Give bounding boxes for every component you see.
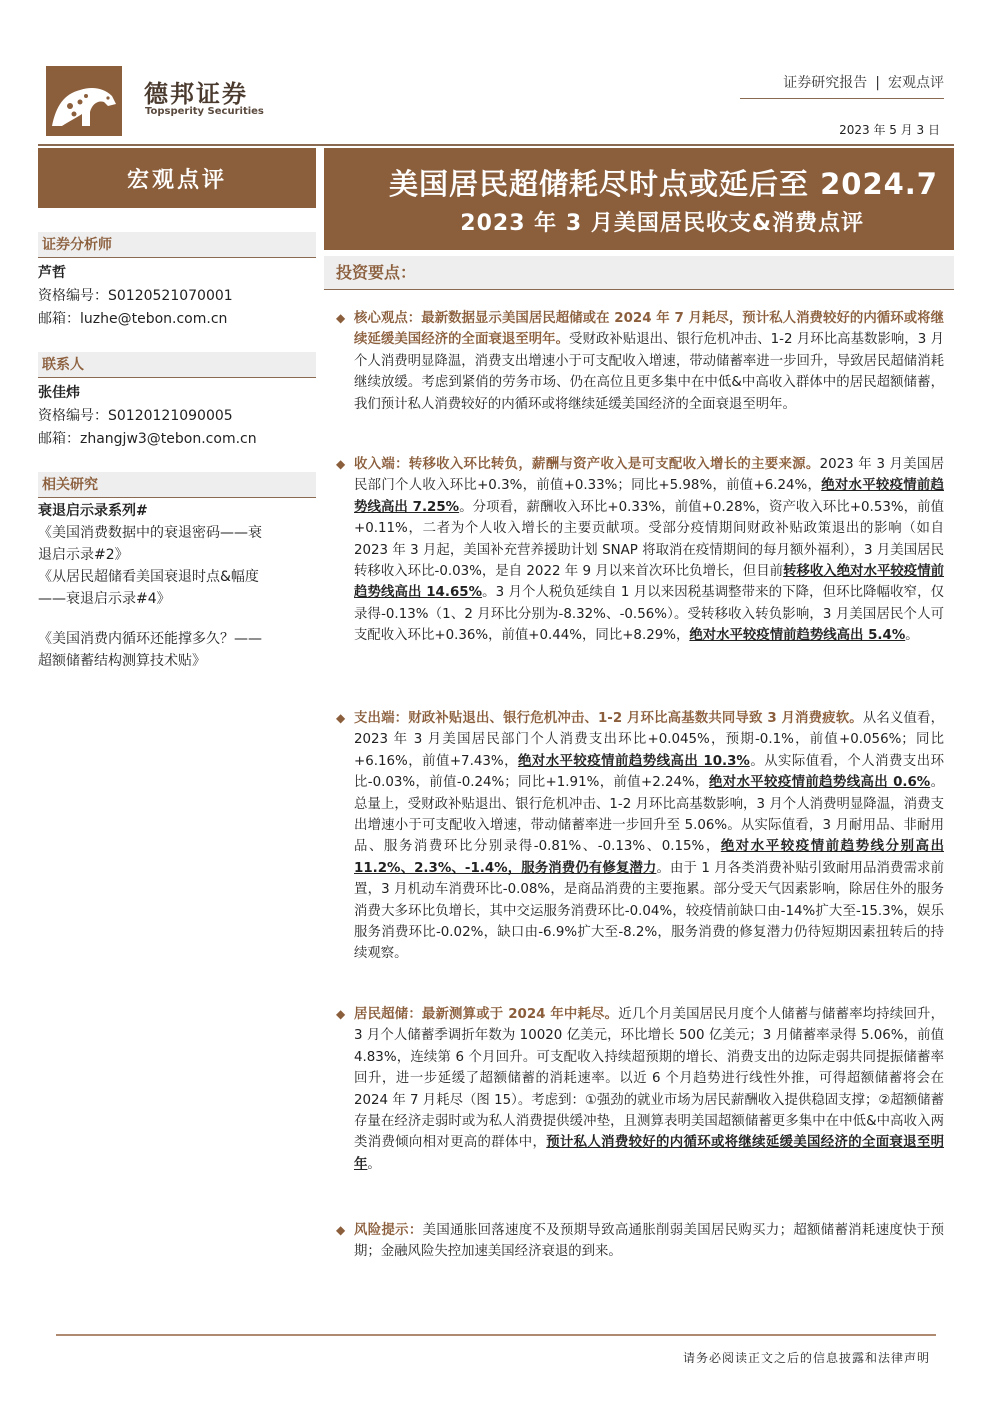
bottom-rule <box>56 1334 936 1336</box>
analyst-info <box>38 262 316 331</box>
related-research <box>38 500 316 672</box>
leopard-logo-icon <box>46 66 122 136</box>
disclaimer-footer[interactable]: 请务必阅读正文之后的信息披露和法律声明 <box>682 1351 930 1365</box>
contact-heading: 联系人 <box>38 352 316 378</box>
contact-cert: 资格编号：S0120121090005 <box>38 408 233 424</box>
key-points-heading: 投资要点： <box>324 256 954 290</box>
report-category: 宏观点评 <box>888 75 944 91</box>
top-rule <box>38 144 954 146</box>
related-item[interactable]: ——衰退启示录#4》 <box>38 591 171 607</box>
diamond-bullet-icon: ◆ <box>336 1007 346 1021</box>
key-point-spending: ◆ 支出端：财政补贴退出、银行危机冲击、1-2 月环比高基数共同导致 3 月消费疲软。从名义值看，2023 年 3 月美国居民部门个人消费支出环比+0.045%，预期-0.1%，前值+0.056%；同比+6.16%，前值+7.43%，绝对水平较疫情前趋势线高出 10.3%。从实际值看，个人消费支出环比-0.03%，前值-0.24%；同比+1.91%，前值+2.24%，绝对水平较疫情前趋势线高出 0.6%。总量上，受财政补贴退出、银行危机冲击、1-2 月环比高基数影响，3 月个人消费明显降温，消费支出增速小于可支配收入增速，带动储蓄率进一步回升至 5.06%。从实际值看，3 月耐用品、非耐用品、服务消费环比分别录得-0.81%、-0.13%、0.15%，绝对水平较疫情前趋势线分别高出 11.2%、2.3%、-1.4%，服务消费仍有修复潜力。由于 1 月各类消费补贴引致耐用品消费需求前置，3 月机动车消费环比-0.08%，是商品消费的主要拖累。部分受天气因素影响，除居住外的服务消费大多环比负增长，其中交运服务消费环比-0.04%，较疫情前缺口由-14%扩大至-15.3%，娱乐服务消费环比-0.02%，缺口由-6.9%扩大至-8.2%，服务消费的修复潜力仍待短期因素扭转后的持续观察。 <box>336 708 944 965</box>
report-type-line <box>783 72 944 92</box>
page-subtitle: 2023 年 3 月美国居民收支&消费点评 <box>460 211 864 236</box>
header-divider <box>740 98 944 99</box>
logo <box>46 66 122 136</box>
analyst-name: 芦哲 <box>38 265 66 281</box>
analyst-cert: 资格编号：S0120521070001 <box>38 288 233 304</box>
page-title: 美国居民超储耗尽时点或延后至 2024.7 <box>388 167 938 201</box>
key-point-savings: ◆ 居民超储：最新测算或于 2024 年中耗尽。近几个月美国居民月度个人储蓄与储蓄率均持续回升，3 月个人储蓄季调折年数为 10020 亿美元，环比增长 500 亿美元；3 月储蓄率录得 5.06%，前值 4.83%，连续第 6 个月回升。可支配收入持续超预期的增长、消费支出的边际走弱共同提振储蓄率回升，进一步延缓了超额储蓄的消耗速率。以近 6 个月趋势进行线性外推，可得超额储蓄将会在 2024 年 7 月耗尽（图 15）。考虑到：①强劲的就业市场为居民薪酬收入提供稳固支撑；②超额储蓄存量在经济走弱时或为私人消费提供缓冲垫，且测算表明美国超额储蓄更多集中在中低&中高收入两类消费倾向相对更高的群体中，预计私人消费较好的内循环或将继续延缓美国经济的全面衰退至明年。 <box>336 1004 944 1175</box>
related-item[interactable]: 《美国消费内循环还能撑多久？—— <box>38 631 262 647</box>
diamond-bullet-icon: ◆ <box>336 1223 346 1237</box>
related-item[interactable]: 超额储蓄结构测算技术贴》 <box>38 653 206 669</box>
contact-email[interactable]: 邮箱：zhangjw3@tebon.com.cn <box>38 431 257 447</box>
related-item[interactable]: 《美国消费数据中的衰退密码——衰 <box>38 525 262 541</box>
diamond-bullet-icon: ◆ <box>336 711 346 725</box>
related-item[interactable]: 退启示录#2》 <box>38 547 129 563</box>
analyst-email[interactable]: 邮箱：luzhe@tebon.com.cn <box>38 311 228 327</box>
contact-info <box>38 382 316 451</box>
diamond-bullet-icon: ◆ <box>336 457 346 471</box>
brand-name-en: Topsperity Securities <box>145 106 264 117</box>
brand-name: 德邦证券 <box>144 80 248 108</box>
report-date: 2023 年 5 月 3 日 <box>839 123 940 137</box>
contact-name: 张佳炜 <box>38 385 80 401</box>
title-block <box>324 148 954 250</box>
related-heading: 相关研究 <box>38 472 316 498</box>
related-series: 衰退启示录系列# <box>38 503 148 519</box>
analyst-heading: 证券分析师 <box>38 232 316 258</box>
key-point-risk: ◆ 风险提示：美国通胀回落速度不及预期导致高通胀削弱美国居民购买力；超额储蓄消耗速度快于预期；金融风险失控加速美国经济衰退的到来。 <box>336 1220 944 1263</box>
key-point-income: ◆ 收入端：转移收入环比转负，薪酬与资产收入是可支配收入增长的主要来源。2023 年 3 月美国居民部门个人收入环比+0.3%，前值+0.33%；同比+5.98%，前值+6.24%，绝对水平较疫情前趋势线高出 7.25%。分项看，薪酬收入环比+0.33%，前值+0.28%，资产收入环比+0.53%，前值+0.11%，二者为个人收入增长的主要贡献项。受部分疫情期间财政补贴政策退出的影响（如自 2023 年 3 月起，美国补充营养援助计划 SNAP 将取消在疫情期间的每月额外福利），3 月美国居民转移收入环比-0.03%，是自 2022 年 9 月以来首次环比负增长，但目前转移收入绝对水平较疫情前趋势线高出 14.65%。3 月个人税负延续自 1 月以来因税基调整带来的下降，但环比降幅收窄，仅录得-0.13%（1、2 月环比分别为-8.32%、-0.56%）。受转移收入转负影响，3 月美国居民个人可支配收入环比+0.36%，前值+0.44%，同比+8.29%，绝对水平较疫情前趋势线高出 5.4%。 <box>336 454 944 647</box>
key-point-core: ◆ 核心观点：最新数据显示美国居民超储或在 2024 年 7 月耗尽，预计私人消费较好的内循环或将继续延缓美国经济的全面衰退至明年。受财政补贴退出、银行危机冲击、1-2 月环比高基数影响，3 月个人消费明显降温，消费支出增速小于可支配收入增速，带动储蓄率进一步回升，导致居民超储消耗继续放缓。考虑到紧俏的劳务市场、仍在高位且更多集中在中低&中高收入群体中的居民超额储蓄，我们预计私人消费较好的内循环或将继续延缓美国经济的全面衰退至明年。 <box>336 308 944 415</box>
header-separator: | <box>875 75 880 91</box>
report-type: 证券研究报告 <box>783 75 868 91</box>
related-item[interactable]: 《从居民超储看美国衰退时点&幅度 <box>38 569 259 585</box>
category-tag: 宏观点评 <box>38 148 316 208</box>
diamond-bullet-icon: ◆ <box>336 311 346 325</box>
